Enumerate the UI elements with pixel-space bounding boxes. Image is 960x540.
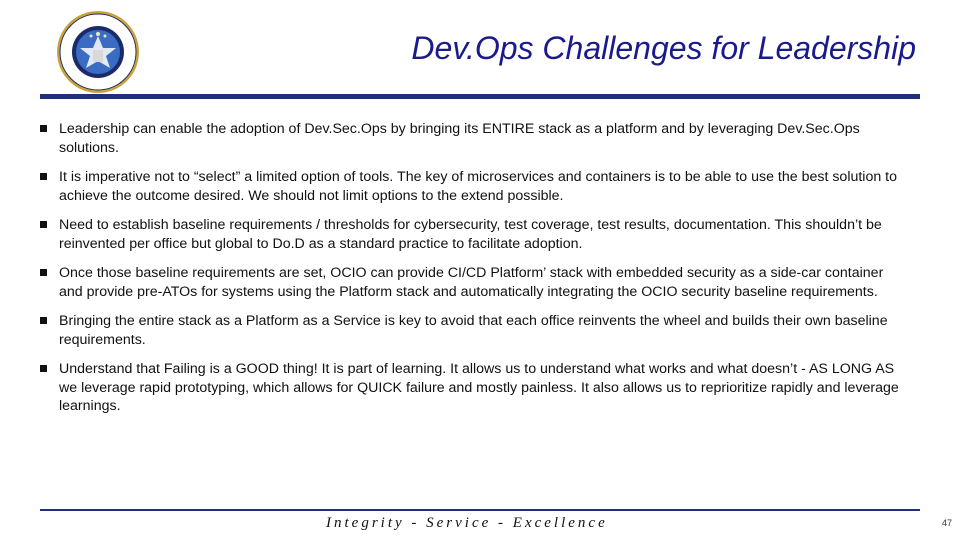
bullet-text: Understand that Failing is a GOOD thing! It is part of learning. It allows us to understand what works and what doesn’t - AS LONG AS we leverage rapid prototyping, which allows for QUICK failure and mostly painless. It also allows us to reprioritize rapidly and leverage learnings. (59, 361, 899, 414)
square-bullet-icon (40, 173, 47, 180)
page-title: Dev.Ops Challenges for Leadership (411, 30, 916, 66)
bullet-item (40, 312, 908, 349)
square-bullet-icon (40, 221, 47, 228)
bullet-text: Once those baseline requirements are set, OCIO can provide CI/CD Platform’ stack with embedded security as a side-car container and provide pre-ATOs for systems using the Platform stack and automatically integrating the OCIO security baseline requirements. (59, 265, 884, 300)
page-number: 47 (941, 518, 952, 528)
footer-motto: Integrity - Service - Excellence (326, 515, 608, 531)
bullet-text: Leadership can enable the adoption of Dev.Sec.Ops by bringing its ENTIRE stack as a platform and by leveraging Dev.Sec.Ops solutions. (59, 121, 860, 156)
title-divider (40, 94, 920, 99)
bullet-item (40, 360, 908, 416)
bullet-item (40, 168, 908, 205)
bullet-item (40, 264, 908, 301)
bullet-text: Bringing the entire stack as a Platform as a Service is key to avoid that each office reinvents the wheel and builds their own baseline requirements. (59, 313, 888, 348)
square-bullet-icon (40, 317, 47, 324)
square-bullet-icon (40, 125, 47, 132)
footer-divider (40, 509, 920, 511)
air-force-seal-icon (56, 10, 140, 94)
square-bullet-icon (40, 269, 47, 276)
bullet-item (40, 216, 908, 253)
square-bullet-icon (40, 365, 47, 372)
bullet-text: Need to establish baseline requirements / thresholds for cybersecurity, test coverage, test results, documentation. This shouldn’t be reinvented per office but global to Do.D as a standard practice to facilitate adoption. (59, 217, 882, 252)
bullet-text: It is imperative not to “select” a limited option of tools. The key of microservices and containers is to be able to use the best solution to achieve the outcome desired. We should not limit options to the extend possible. (59, 169, 898, 204)
bullet-list (40, 120, 908, 427)
bullet-item (40, 120, 908, 157)
